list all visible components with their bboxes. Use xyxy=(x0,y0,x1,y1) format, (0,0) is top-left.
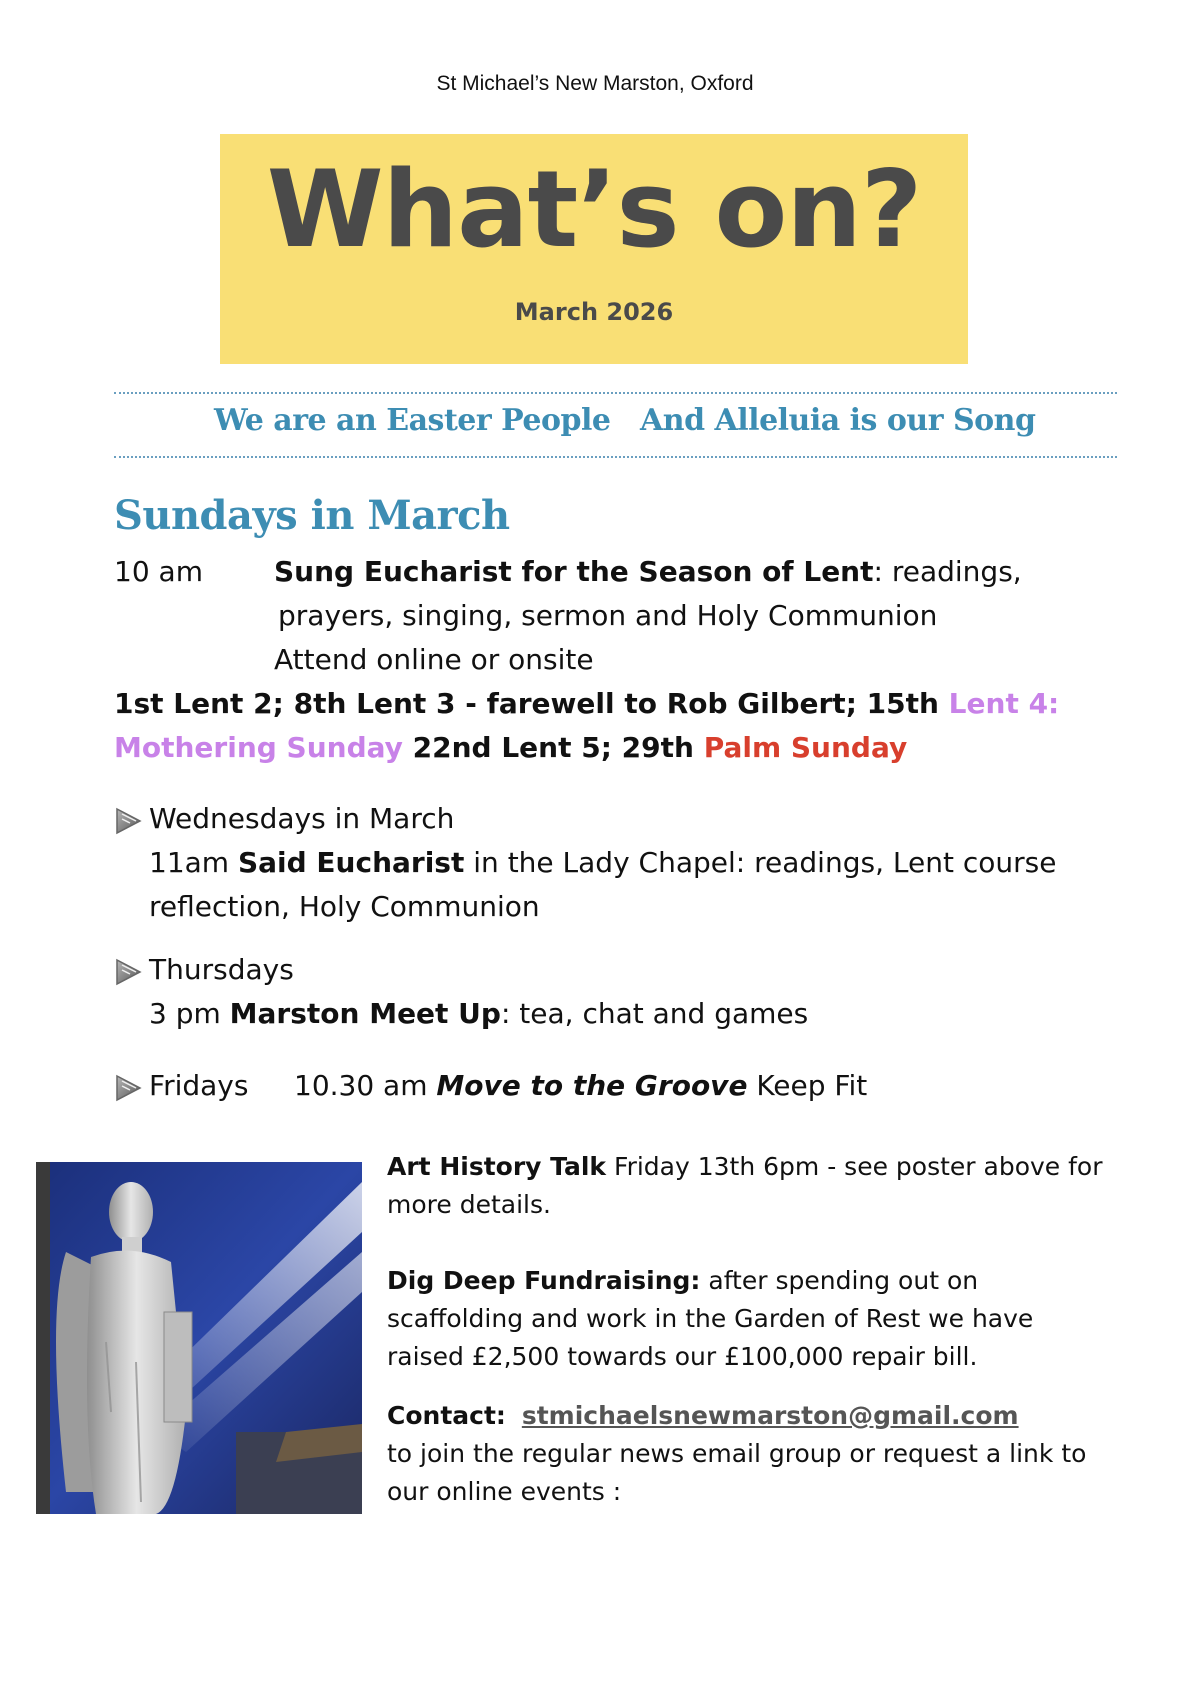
contact-line-1 xyxy=(387,1400,1019,1432)
dig-deep-text-2: scaffolding and work in the Garden of Rest we have xyxy=(387,1304,1034,1333)
contact-email-link[interactable]: stmichaelsnewmarston@gmail.com xyxy=(521,1401,1019,1430)
contact-text-2: our online events : xyxy=(387,1477,622,1506)
sunday-service-desc-1: : readings, xyxy=(873,555,1022,588)
sunday-time: 10 am xyxy=(114,555,203,588)
art-history-line-1 xyxy=(387,1151,1103,1183)
friday-name: Move to the Groove xyxy=(436,1069,748,1102)
friday-line-1 xyxy=(294,1069,867,1103)
sunday-service-desc-3: Attend online or onsite xyxy=(274,643,594,676)
thursday-desc: : tea, chat and games xyxy=(500,997,809,1030)
dig-deep-text-1: after spending out on xyxy=(700,1266,979,1295)
friday-desc: Keep Fit xyxy=(747,1069,868,1102)
issue-date: March 2026 xyxy=(514,298,674,326)
wednesday-name: Said Eucharist xyxy=(237,846,465,879)
wednesday-desc-1: in the Lady Chapel: readings, Lent course xyxy=(464,846,1057,879)
sunday-service-name: Sung Eucharist for the Season of Lent xyxy=(274,555,874,588)
divider-bottom xyxy=(114,456,1117,458)
wednesday-heading: Wednesdays in March xyxy=(149,802,455,835)
friday-time: 10.30 am xyxy=(294,1069,437,1102)
dig-deep-text-3: raised £2,500 towards our £100,000 repair bill. xyxy=(387,1342,978,1371)
thursday-time: 3 pm xyxy=(149,997,230,1030)
wednesday-line-1 xyxy=(149,846,1056,880)
page-title: What’s on? xyxy=(266,148,922,271)
sunday-service-desc-2: prayers, singing, sermon and Holy Communion xyxy=(278,599,938,632)
schedule-part-2: 22nd Lent 5; 29th xyxy=(402,731,704,764)
sunday-schedule-line-2 xyxy=(114,731,907,765)
play-arrow-icon xyxy=(114,807,142,835)
dig-deep-line-1 xyxy=(387,1265,978,1297)
schedule-palm-sunday: Palm Sunday xyxy=(703,731,908,764)
divider-top xyxy=(114,392,1117,394)
schedule-lent-4: Lent 4: xyxy=(948,687,1060,720)
angel-statue-photo xyxy=(36,1162,362,1514)
sunday-service-line-1 xyxy=(274,555,1022,589)
motto-left: We are an Easter People xyxy=(214,403,611,438)
art-history-text-2: more details. xyxy=(387,1190,551,1219)
dig-deep-title: Dig Deep Fundraising: xyxy=(387,1266,701,1295)
thursday-name: Marston Meet Up xyxy=(229,997,501,1030)
sunday-schedule-line-1 xyxy=(114,687,1059,721)
organisation-name: St Michael’s New Marston, Oxford xyxy=(436,72,754,95)
art-history-text-1: Friday 13th 6pm - see poster above for xyxy=(606,1152,1103,1181)
schedule-mothering-sunday: Mothering Sunday xyxy=(114,731,403,764)
wednesday-desc-2: reflection, Holy Communion xyxy=(149,890,540,923)
motto-right: And Alleluia is our Song xyxy=(640,403,1036,438)
thursday-line-1 xyxy=(149,997,808,1031)
play-arrow-icon xyxy=(114,958,142,986)
contact-label: Contact: xyxy=(387,1401,506,1430)
friday-heading: Fridays xyxy=(149,1069,249,1102)
sundays-heading: Sundays in March xyxy=(114,492,510,539)
contact-text-1: to join the regular news email group or request a link to xyxy=(387,1439,1087,1468)
schedule-part-1: 1st Lent 2; 8th Lent 3 - farewell to Rob Gilbert; 15th xyxy=(114,687,949,720)
wednesday-time: 11am xyxy=(149,846,238,879)
art-history-title: Art History Talk xyxy=(387,1152,607,1181)
title-banner xyxy=(220,134,968,364)
thursday-heading: Thursdays xyxy=(149,953,294,986)
play-arrow-icon xyxy=(114,1074,142,1102)
